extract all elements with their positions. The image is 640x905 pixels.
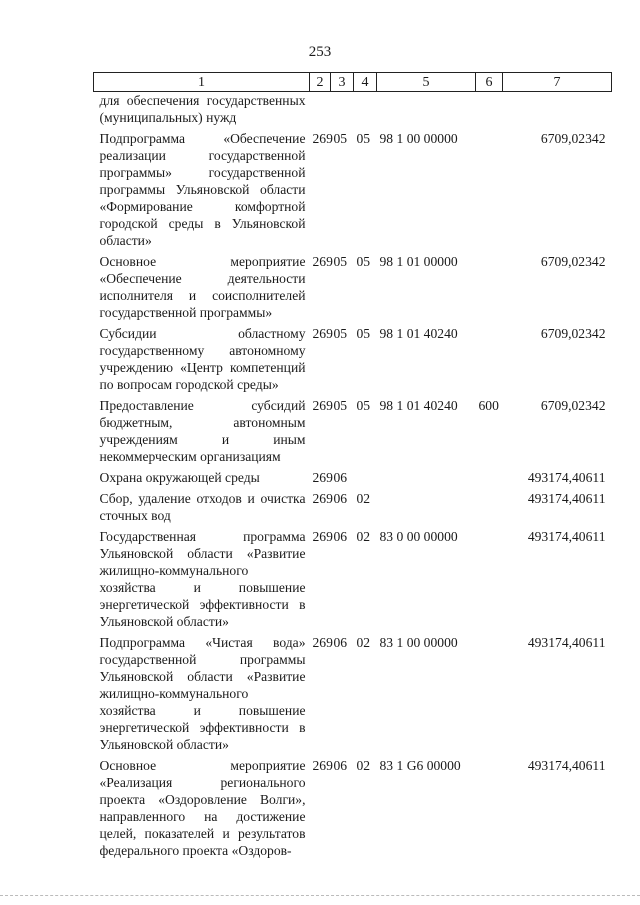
row-target-article	[377, 490, 476, 528]
page-number: 253	[308, 44, 332, 60]
row-ministry-code: 269	[312, 529, 333, 544]
row-section-code: 05	[333, 326, 348, 341]
header-col-1: 1	[94, 73, 310, 92]
row-name: Подпрограмма «Обеспечение реализации государственной программы» государственной программы Ульяновской области «Формирование комфортной городской среды в Ульяновской области»	[99, 131, 306, 248]
row-target-article: 98 1 01 00000	[379, 254, 458, 269]
row-subsection-code: 02	[356, 491, 371, 506]
header-col-5: 5	[377, 73, 476, 92]
row-name: Основное мероприятие «Реализация регионального проекта «Оздоровление Волги», направленного на достижение целей, показателей и результатов федерального проекта «Оздоров-	[99, 758, 306, 858]
header-col-4: 4	[354, 73, 377, 92]
row-ministry-code: 269	[312, 635, 333, 650]
row-name: Подпрограмма «Чистая вода» государственной программы Ульяновской области «Развитие жилищно-коммунального хозяйства и повышение энергетической эффективности в Ульяновской области»	[99, 635, 306, 752]
row-section-code: 06	[333, 758, 348, 773]
row-section-code: 06	[333, 529, 348, 544]
table-row	[94, 130, 612, 253]
header-col-3: 3	[331, 73, 354, 92]
budget-table	[93, 72, 612, 859]
row-target-article: 83 0 00 00000	[379, 529, 458, 544]
row-expense-type	[476, 92, 503, 131]
row-target-article	[377, 469, 476, 490]
header-col-2: 2	[310, 73, 331, 92]
row-ministry-code: 269	[312, 131, 333, 146]
row-target-article: 98 1 01 40240	[379, 398, 458, 413]
row-section-code: 06	[333, 470, 348, 485]
header-col-7: 7	[503, 73, 612, 92]
row-target-article: 83 1 G6 00000	[379, 758, 461, 773]
table-row	[94, 92, 612, 131]
row-expense-type: 600	[478, 398, 499, 413]
row-amount: 6709,02342	[540, 131, 606, 146]
row-ministry-code: 269	[312, 254, 333, 269]
row-name: Сбор, удаление отходов и очистка сточных вод	[99, 491, 306, 523]
row-expense-type	[476, 325, 503, 397]
row-expense-type	[476, 130, 503, 253]
row-amount: 6709,02342	[540, 254, 606, 269]
row-ministry-code	[310, 92, 331, 131]
table-row	[94, 528, 612, 634]
row-name: Основное мероприятие «Обеспечение деятельности исполнителя и соисполнителей государственной программы»	[99, 254, 306, 320]
row-subsection-code: 02	[356, 529, 371, 544]
row-section-code: 06	[333, 635, 348, 650]
row-subsection-code: 05	[356, 326, 371, 341]
row-target-article: 83 1 00 00000	[379, 635, 458, 650]
row-amount: 493174,40611	[527, 529, 606, 544]
row-section-code: 05	[333, 398, 348, 413]
row-amount	[503, 92, 612, 131]
row-ministry-code: 269	[312, 758, 333, 773]
row-subsection-code	[354, 469, 377, 490]
row-amount: 493174,40611	[527, 470, 606, 485]
row-expense-type	[476, 253, 503, 325]
row-subsection-code: 05	[356, 398, 371, 413]
row-expense-type	[476, 469, 503, 490]
row-name: Субсидии областному государственному автономному учреждению «Центр компетенций по вопросам городской среды»	[99, 326, 306, 392]
row-amount: 493174,40611	[527, 635, 606, 650]
row-section-code	[331, 92, 354, 131]
row-subsection-code	[354, 92, 377, 131]
row-amount: 493174,40611	[527, 758, 606, 773]
header-col-6: 6	[476, 73, 503, 92]
row-ministry-code: 269	[312, 491, 333, 506]
row-expense-type	[476, 757, 503, 859]
table-row	[94, 757, 612, 859]
row-amount: 493174,40611	[527, 491, 606, 506]
row-target-article: 98 1 00 00000	[379, 131, 458, 146]
row-name: Охрана окружающей среды	[99, 470, 260, 485]
row-subsection-code: 02	[356, 635, 371, 650]
row-name: Государственная программа Ульяновской области «Развитие жилищно-коммунального хозяйства и повышение энергетической эффективности в Ульяновской области»	[99, 529, 306, 629]
row-section-code: 05	[333, 254, 348, 269]
row-ministry-code: 269	[312, 470, 333, 485]
row-subsection-code: 05	[356, 254, 371, 269]
row-name: для обеспечения государственных (муниципальных) нужд	[99, 93, 306, 125]
row-subsection-code: 02	[356, 758, 371, 773]
row-target-article: 98 1 01 40240	[379, 326, 458, 341]
table-row	[94, 634, 612, 757]
table-row	[94, 253, 612, 325]
row-subsection-code: 05	[356, 131, 371, 146]
row-amount: 6709,02342	[540, 326, 606, 341]
row-expense-type	[476, 490, 503, 528]
row-section-code: 05	[333, 131, 348, 146]
table-row	[94, 325, 612, 397]
row-ministry-code: 269	[312, 398, 333, 413]
row-section-code: 06	[333, 491, 348, 506]
header-row	[94, 73, 612, 92]
row-ministry-code: 269	[312, 326, 333, 341]
row-target-article	[377, 92, 476, 131]
table-row	[94, 490, 612, 528]
table-row	[94, 469, 612, 490]
row-expense-type	[476, 634, 503, 757]
row-amount: 6709,02342	[540, 398, 606, 413]
page-bottom-edge	[0, 895, 640, 896]
row-name: Предоставление субсидий бюджетным, автономным учреждениям и иным некоммерческим организациям	[99, 398, 306, 464]
table-row	[94, 397, 612, 469]
row-expense-type	[476, 528, 503, 634]
